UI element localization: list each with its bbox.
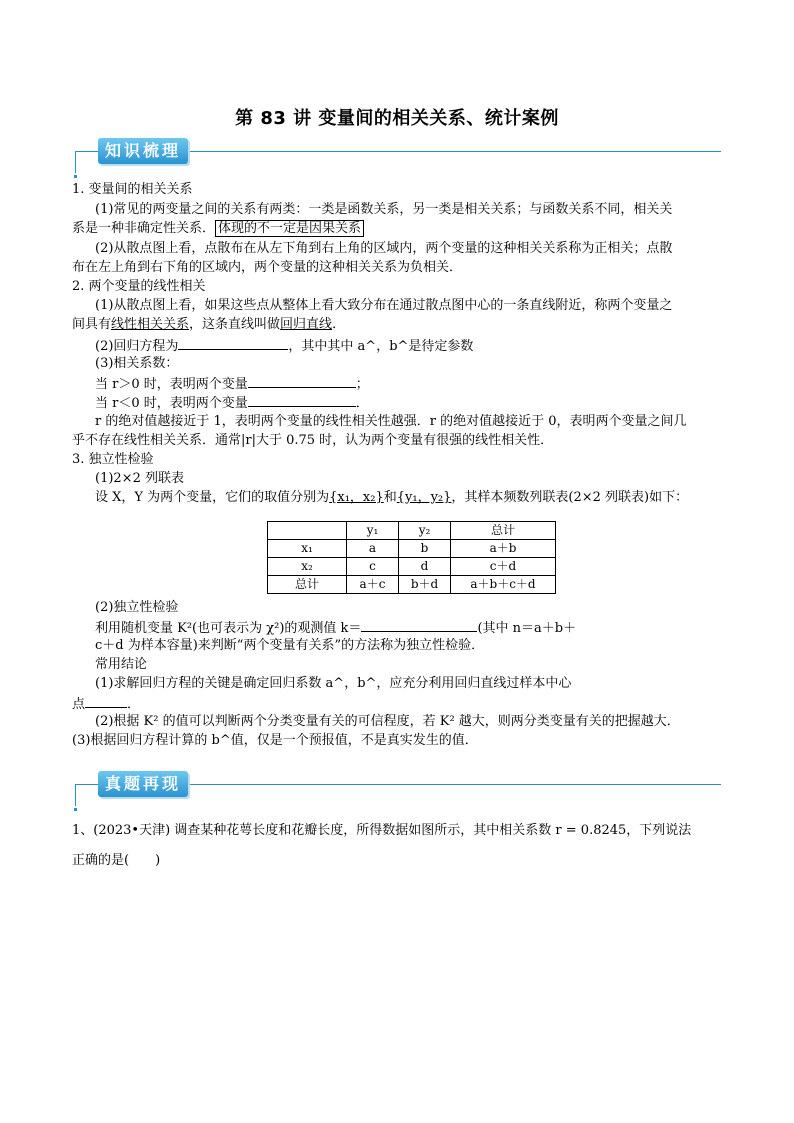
question-text: 1、(2023•天津) 调查某种花萼长度和花瓣长度，所得数据如图所示，其中相关系数 r = 0.8245，下列说法: [72, 823, 692, 838]
boxed-note: 体现的不一定是因果关系: [215, 220, 364, 237]
section-badge-past-exams: 真题再现: [98, 771, 188, 797]
paragraph: 乎不存在线性相关关系．通常|r|大于 0.75 时，认为两个变量有很强的线性相关性．: [72, 433, 554, 448]
paragraph: 当 r＜0 时，表明两个变量 ．: [95, 393, 369, 412]
heading-1: 1. 变量间的相关关系: [72, 182, 193, 197]
paragraph: (1)常见的两变量之间的关系有两类：一类是函数关系，另一类是相关关系；与函数关系不同，相关关: [95, 202, 673, 217]
table-cell: a＋b: [451, 540, 556, 558]
blank-line: [248, 393, 356, 407]
paragraph: (2)回归方程为 ，其中其中 a^，b^是待定参数: [95, 336, 473, 355]
paragraph: 设 X，Y 为两个变量，它们的取值分别为{x₁，x₂}和{y₁，y₂}，其样本频数列联表(2×2 列联表)如下：: [95, 490, 689, 505]
paragraph: (2)根据 K² 的值可以判断两个分类变量有关的可信程度，若 K² 越大，则两分类变量有关的把握越大．: [95, 714, 680, 729]
table-cell: [268, 522, 347, 540]
paragraph: 点 ．: [72, 694, 140, 713]
section-divider-vertical: [75, 151, 76, 173]
paragraph: (2)独立性检验: [95, 600, 179, 615]
table-cell: a＋c: [347, 576, 399, 594]
table-cell: 总计: [451, 522, 556, 540]
section-dot: [74, 175, 77, 178]
section-badge-knowledge: 知识梳理: [98, 138, 188, 164]
paragraph: (1)2×2 列联表: [95, 471, 184, 486]
paragraph: (2)从散点图上看，点散布在从左下角到右上角的区域内，两个变量的这种相关关系称为正相关；点散: [95, 241, 673, 256]
table-cell: a: [347, 540, 399, 558]
paragraph: c＋d 为样本容量)来判断“两个变量有关系”的方法称为独立性检验．: [95, 638, 485, 653]
paragraph: r 的绝对值越接近于 1，表明两个变量的线性相关性越强．r 的绝对值越接近于 0，表明两个变量之间几: [95, 414, 687, 429]
contingency-table: [267, 521, 556, 594]
paragraph: (1)求解回归方程的关键是确定回归系数 a^，b^，应充分利用回归直线过样本中心: [95, 676, 572, 691]
table-header-row: [268, 522, 556, 540]
table-cell: x₁: [268, 540, 347, 558]
table-cell: d: [399, 558, 451, 576]
paragraph: 间具有线性相关关系，这条直线叫做回归直线．: [72, 317, 346, 332]
blank-line: [178, 336, 288, 350]
section-dot: [74, 808, 77, 811]
blank-line: [361, 618, 477, 632]
paragraph: 当 r＞0 时，表明两个变量 ；: [95, 374, 369, 393]
paragraph: 布在左上角到右下角的区域内，两个变量的这种相关关系为负相关．: [72, 260, 463, 275]
table-cell: y₁: [347, 522, 399, 540]
heading-3: 3. 独立性检验: [72, 452, 154, 467]
table-row: [268, 540, 556, 558]
table-cell: c＋d: [451, 558, 556, 576]
paragraph: (3)相关系数：: [95, 356, 179, 371]
heading-2: 2. 两个变量的线性相关: [72, 279, 206, 294]
question-text: 正确的是( ): [72, 853, 161, 868]
table-cell: x₂: [268, 558, 347, 576]
table-cell: a＋b＋c＋d: [451, 576, 556, 594]
table-row: [268, 576, 556, 594]
table-cell: b: [399, 540, 451, 558]
paragraph: (3)根据回归方程计算的 b^值，仅是一个预报值，不是真实发生的值．: [72, 733, 478, 748]
blank-line: [85, 694, 127, 708]
section-divider-vertical: [75, 784, 76, 806]
paragraph: 常用结论: [95, 657, 148, 672]
table-row: [268, 558, 556, 576]
paragraph: 系是一种非确定性关系． 体现的不一定是因果关系: [72, 220, 364, 237]
paragraph: (1)从散点图上看，如果这些点从整体上看大致分布在通过散点图中心的一条直线附近，称两个变量之: [95, 298, 673, 313]
table-cell: 总计: [268, 576, 347, 594]
table-cell: y₂: [399, 522, 451, 540]
blank-line: [248, 374, 356, 388]
table-cell: c: [347, 558, 399, 576]
page-title: 第 83 讲 变量间的相关关系、统计案例: [235, 108, 559, 129]
table-cell: b＋d: [399, 576, 451, 594]
paragraph: 利用随机变量 K²(也可表示为 χ²)的观测值 k＝ (其中 n＝a＋b＋: [95, 618, 576, 637]
